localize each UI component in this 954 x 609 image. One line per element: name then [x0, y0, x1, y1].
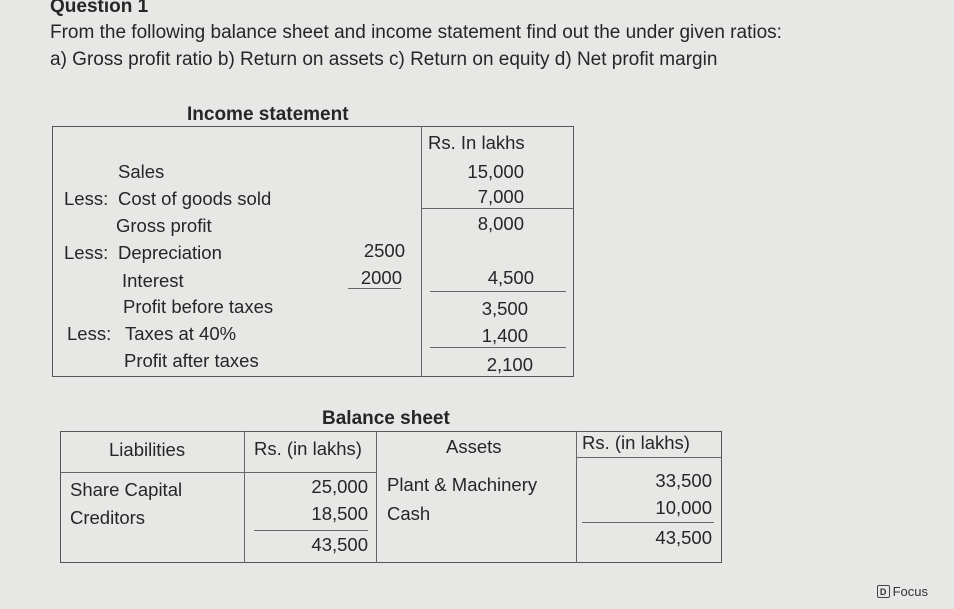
- liability-value-share-capital: 25,000: [311, 476, 368, 497]
- depreciation-prefix: Less:: [64, 242, 109, 263]
- balance-divider-1: [244, 431, 245, 563]
- liabilities-header: Liabilities: [109, 439, 186, 460]
- balance-header-rule-left: [60, 472, 376, 473]
- asset-value-cash: 10,000: [655, 497, 712, 518]
- pat-label: Profit after taxes: [124, 350, 259, 371]
- asset-label-plant-machinery: Plant & Machinery: [387, 474, 538, 495]
- assets-amount-header: Rs. (in lakhs): [582, 432, 690, 453]
- income-column-divider: [421, 126, 422, 377]
- assets-total: 43,500: [655, 527, 712, 548]
- tax-label: Taxes at 40%: [125, 323, 237, 344]
- pat-value: 2,100: [486, 354, 533, 375]
- income-header: Rs. In lakhs: [428, 132, 525, 153]
- balance-header-rule-right: [576, 457, 722, 458]
- question-title: Question 1: [50, 0, 149, 17]
- focus-button[interactable]: [877, 584, 928, 599]
- depreciation-amount: 2500: [363, 240, 405, 261]
- balance-divider-2: [376, 431, 377, 563]
- pbt-value: 3,500: [481, 298, 528, 319]
- interest-amount: 2000: [360, 267, 402, 288]
- assets-header: Assets: [446, 436, 502, 457]
- asset-label-cash: Cash: [387, 503, 431, 524]
- liability-label-creditors: Creditors: [70, 507, 146, 528]
- tax-prefix: Less:: [67, 323, 112, 344]
- income-statement-title: Income statement: [187, 104, 349, 125]
- liabilities-total: 43,500: [311, 534, 368, 555]
- cogs-prefix: Less:: [64, 188, 109, 209]
- liabilities-total-rule: [254, 530, 368, 531]
- tax-value: 1,400: [481, 325, 528, 346]
- liability-value-creditors: 18,500: [311, 503, 368, 524]
- pbt-label: Profit before taxes: [123, 296, 274, 317]
- sales-value: 15,000: [467, 161, 524, 182]
- gross-profit-label: Gross profit: [116, 215, 212, 236]
- sales-label: Sales: [118, 161, 165, 182]
- gross-profit-value: 8,000: [477, 213, 524, 234]
- focus-label: Focus: [892, 584, 928, 599]
- liabilities-amount-header: Rs. (in lakhs): [254, 438, 362, 459]
- balance-divider-3: [576, 431, 577, 563]
- balance-sheet-title: Balance sheet: [322, 408, 450, 429]
- cogs-label: Cost of goods sold: [118, 188, 272, 209]
- income-pat-rule: [430, 347, 566, 348]
- liability-label-share-capital: Share Capital: [70, 479, 183, 500]
- income-subtotal-rule: [430, 291, 566, 292]
- focus-icon: D: [877, 585, 890, 598]
- asset-value-plant-machinery: 33,500: [655, 470, 712, 491]
- depreciation-label: Depreciation: [118, 242, 222, 263]
- assets-total-rule: [582, 522, 714, 523]
- question-line-2: a) Gross profit ratio b) Return on assets c) Return on equity d) Net profit margin: [50, 49, 718, 70]
- income-gross-rule: [421, 208, 574, 209]
- interest-total: 4,500: [487, 267, 534, 288]
- question-line-1: From the following balance sheet and income statement find out the under given ratios:: [50, 22, 782, 43]
- interest-label: Interest: [122, 270, 184, 291]
- cogs-value: 7,000: [477, 186, 524, 207]
